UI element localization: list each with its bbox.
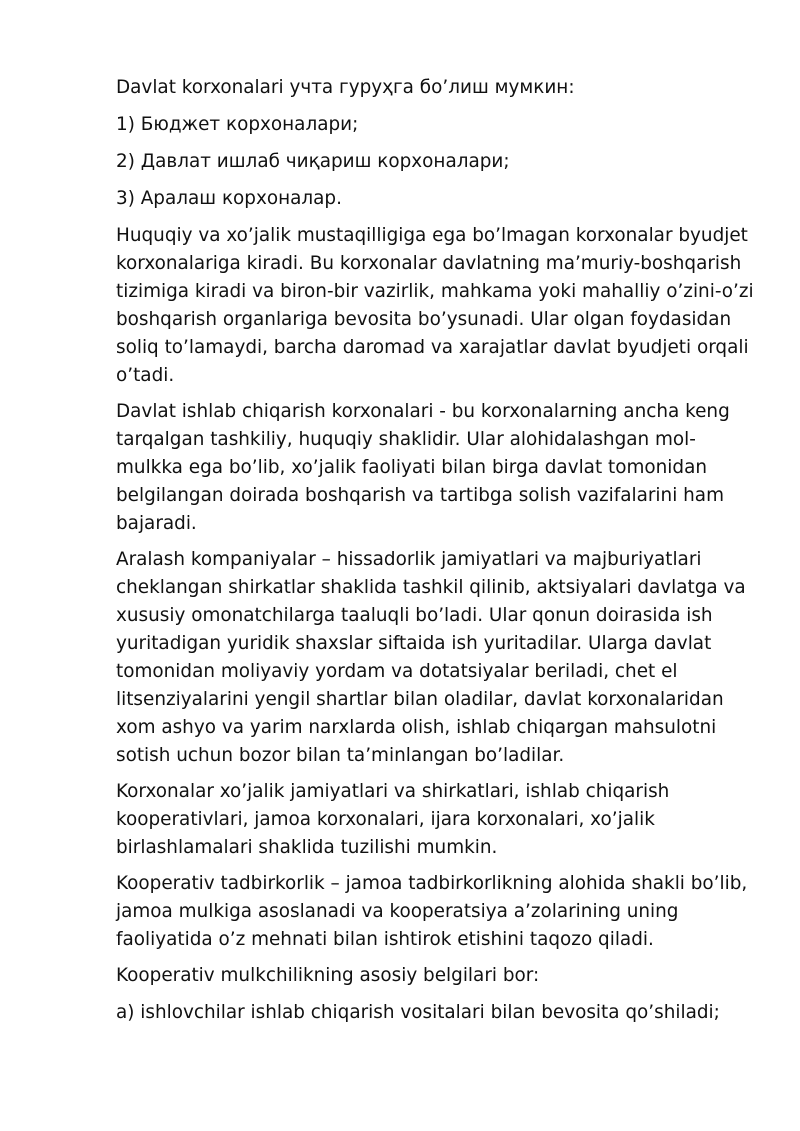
paragraph-state-production-enterprises: Davlat ishlab chiqarish korxonalari - bu korxonalarning ancha keng tarqalgan tashkiliy, huquqiy shaklidir. Ular alohidalashgan mol-mulkka ega bo’lib, xo’jalik faoliyati bilan birga davlat tomonidan belgilangan doirada boshqarish va tartibga solish vazifalarini ham bajaradi. bbox=[116, 401, 730, 534]
list-item-3: 3) Аралаш корхоналар. bbox=[116, 188, 342, 209]
document-page bbox=[116, 74, 756, 1035]
list-item-1: 1) Бюджет корхоналари; bbox=[116, 114, 359, 135]
intro-paragraph: Davlat korxonalari учта гуруҳга бо’лиш мумкин: bbox=[116, 77, 575, 98]
paragraph-mixed-companies: Aralash kompaniyalar – hissadorlik jamiyatlari va majburiyatlari cheklangan shirkatlar shaklida tashkil qilinib, aktsiyalari davlatga va xususiy omonatchilarga taaluqli bo’ladi. Ular qonun doirasida ish yuritadigan yuridik shaxslar siftaida ish yuritadilar. Ularga davlat tomonidan moliyaviy yordam va dotatsiyalar beriladi, chet el litsenziyalarini yengil shartlar bilan oladilar, davlat korxonalaridan xom ashyo va yarim narxlarda olish, ishlab chiqargan mahsulotni sotish uchun bozor bilan ta’minlangan bo’ladilar. bbox=[116, 549, 746, 766]
paragraph-enterprise-forms: Korxonalar xo’jalik jamiyatlari va shirkatlari, ishlab chiqarish kooperativlari, jamoa korxonalari, ijara korxonalari, xo’jalik birlashlamalari shaklida tuzilishi mumkin. bbox=[116, 781, 670, 858]
list-item-a: a) ishlovchilar ishlab chiqarish vositalari bilan bevosita qo’shiladi; bbox=[116, 1002, 720, 1023]
list-item-2: 2) Давлат ишлаб чиқариш корхоналари; bbox=[116, 151, 510, 172]
paragraph-cooperative-entrepreneurship: Kooperativ tadbirkorlik – jamoa tadbirkorlikning alohida shakli bo’lib, jamoa mulkiga asoslanadi va kooperatsiya a’zolarining uning faoliyatida o’z mehnati bilan ishtirok etishini taqozo qiladi. bbox=[116, 873, 748, 950]
paragraph-budget-enterprises: Huquqiy va xo’jalik mustaqilligiga ega bo’lmagan korxonalar byudjet korxonalariga kiradi. Bu korxonalar davlatning ma’muriy-boshqarish tizimiga kiradi va biron-bir vazirlik, mahkama yoki mahalliy o’zini-o’zi boshqarish organlariga bevosita bo’ysunadi. Ular olgan foydasidan soliq to’lamaydi, barcha daromad va xarajatlar davlat byudjeti orqali o’tadi. bbox=[116, 225, 754, 386]
paragraph-cooperative-features: Kooperativ mulkchilikning asosiy belgilari bor: bbox=[116, 965, 540, 986]
